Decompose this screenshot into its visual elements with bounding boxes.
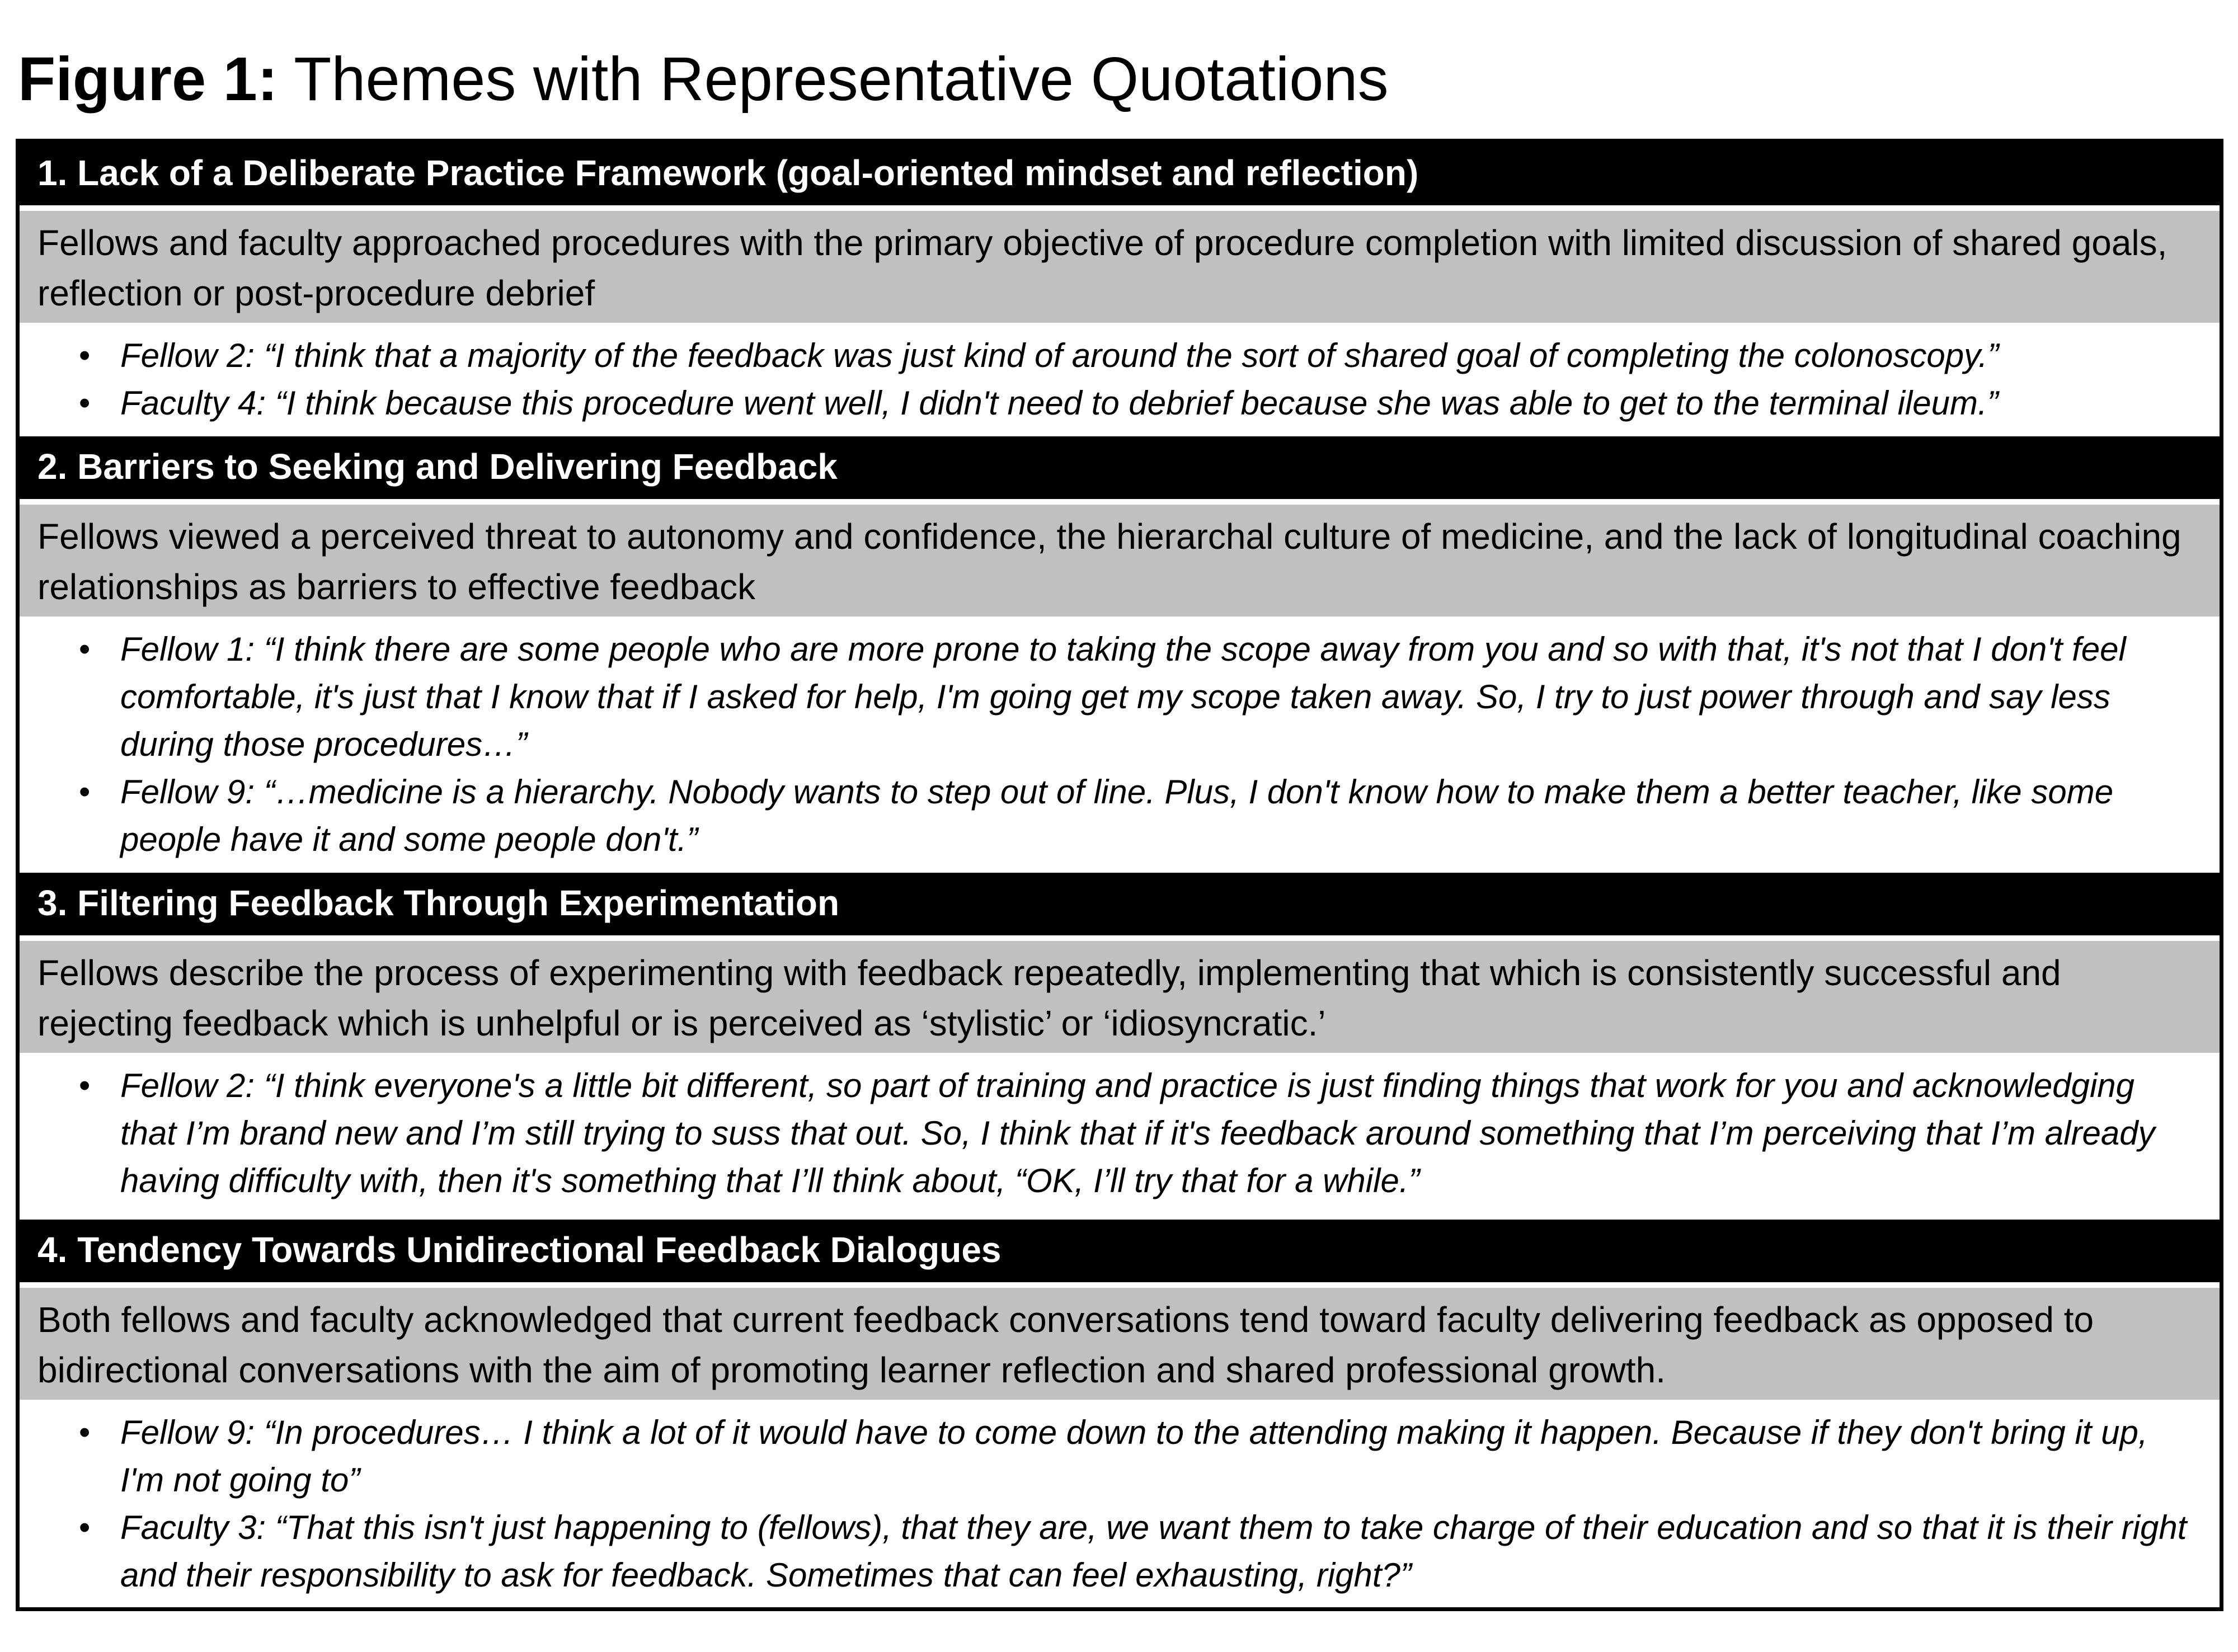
bullet-icon: •: [79, 631, 91, 667]
theme-summary: Fellows describe the process of experimenting with feedback repeatedly, implementing that which is consistently successful and rejecting feedback which is unhelpful or is perceived as ‘stylistic’ or ‘idiosyncratic.’: [20, 935, 2220, 1058]
quote-item: [42, 332, 2197, 379]
bullet-icon: •: [79, 1509, 91, 1546]
quote-text: Fellow 9: “In procedures… I think a lot of it would have to come down to the attending making it happen. Because if they don't bring it up, I'm not going to”: [120, 1414, 2148, 1499]
quote-text: Faculty 3: “That this isn't just happening to (fellows), that they are, we want them to take charge of their education and so that it is their right and their responsibility to ask for feedback. Sometimes that can feel exhausting, right?”: [120, 1509, 2187, 1594]
quote-item: [42, 1504, 2197, 1599]
quote-text: Fellow 9: “…medicine is a hierarchy. Nobody wants to step out of line. Plus, I don't know how to make them a better teacher, like some people have it and some people don't.”: [120, 773, 2114, 858]
bullet-icon: •: [79, 385, 91, 421]
figure-label: Figure 1:: [18, 45, 278, 114]
quote-text: Fellow 2: “I think everyone's a little bit different, so part of training and practice is just finding things that work for you and acknowledging that I’m brand new and I’m still trying to suss that out. So, I think that if it's feedback around something that I’m perceiving that I’m already having difficulty with, then it's something that I’ll think about, “OK, I’ll try that for a while.”: [120, 1067, 2155, 1199]
quote-text: Faculty 4: “I think because this procedure went well, I didn't need to debrief because she was able to get to the terminal ileum.”: [120, 384, 1999, 422]
quote-item: [42, 768, 2197, 863]
theme-section-1: [20, 143, 2220, 436]
quote-list: [20, 1405, 2220, 1611]
theme-summary: Fellows viewed a perceived threat to autonomy and confidence, the hierarchal culture of medicine, and the lack of longitudinal coaching relationships as barriers to effective feedback: [20, 499, 2220, 622]
quote-list: [20, 1058, 2220, 1220]
theme-section-4: [20, 1220, 2220, 1611]
quote-text: Fellow 1: “I think there are some people who are more prone to taking the scope away from you and so with that, it's not that I don't feel comfortable, it's just that I know that if I asked for help, I'm going get my scope taken away. So, I try to just power through and say less during those procedures…”: [120, 630, 2126, 763]
quote-text: Fellow 2: “I think that a majority of the feedback was just kind of around the sort of shared goal of completing the colonoscopy.”: [120, 337, 1999, 374]
themes-table: [16, 139, 2223, 1611]
theme-header: 3. Filtering Feedback Through Experimentation: [20, 873, 2220, 935]
figure-title: [18, 40, 1389, 119]
theme-header: 1. Lack of a Deliberate Practice Framework (goal-oriented mindset and reflection): [20, 143, 2220, 205]
theme-summary: Both fellows and faculty acknowledged that current feedback conversations tend toward faculty delivering feedback as opposed to bidirectional conversations with the aim of promoting learner reflection and shared professional growth.: [20, 1282, 2220, 1405]
bullet-icon: •: [79, 1414, 91, 1451]
quote-list: [20, 328, 2220, 436]
bullet-icon: •: [79, 774, 91, 810]
theme-section-3: [20, 873, 2220, 1220]
quote-item: [42, 1062, 2197, 1204]
theme-section-2: [20, 436, 2220, 873]
bullet-icon: •: [79, 1067, 91, 1104]
figure-title-text: Themes with Representative Quotations: [294, 45, 1389, 114]
theme-header: 4. Tendency Towards Unidirectional Feedback Dialogues: [20, 1220, 2220, 1282]
quote-item: [42, 379, 2197, 427]
bullet-icon: •: [79, 337, 91, 374]
theme-header: 2. Barriers to Seeking and Delivering Feedback: [20, 436, 2220, 499]
quote-item: [42, 625, 2197, 768]
theme-summary: Fellows and faculty approached procedures with the primary objective of procedure completion with limited discussion of shared goals, reflection or post-procedure debrief: [20, 205, 2220, 328]
quote-list: [20, 622, 2220, 873]
quote-item: [42, 1409, 2197, 1504]
